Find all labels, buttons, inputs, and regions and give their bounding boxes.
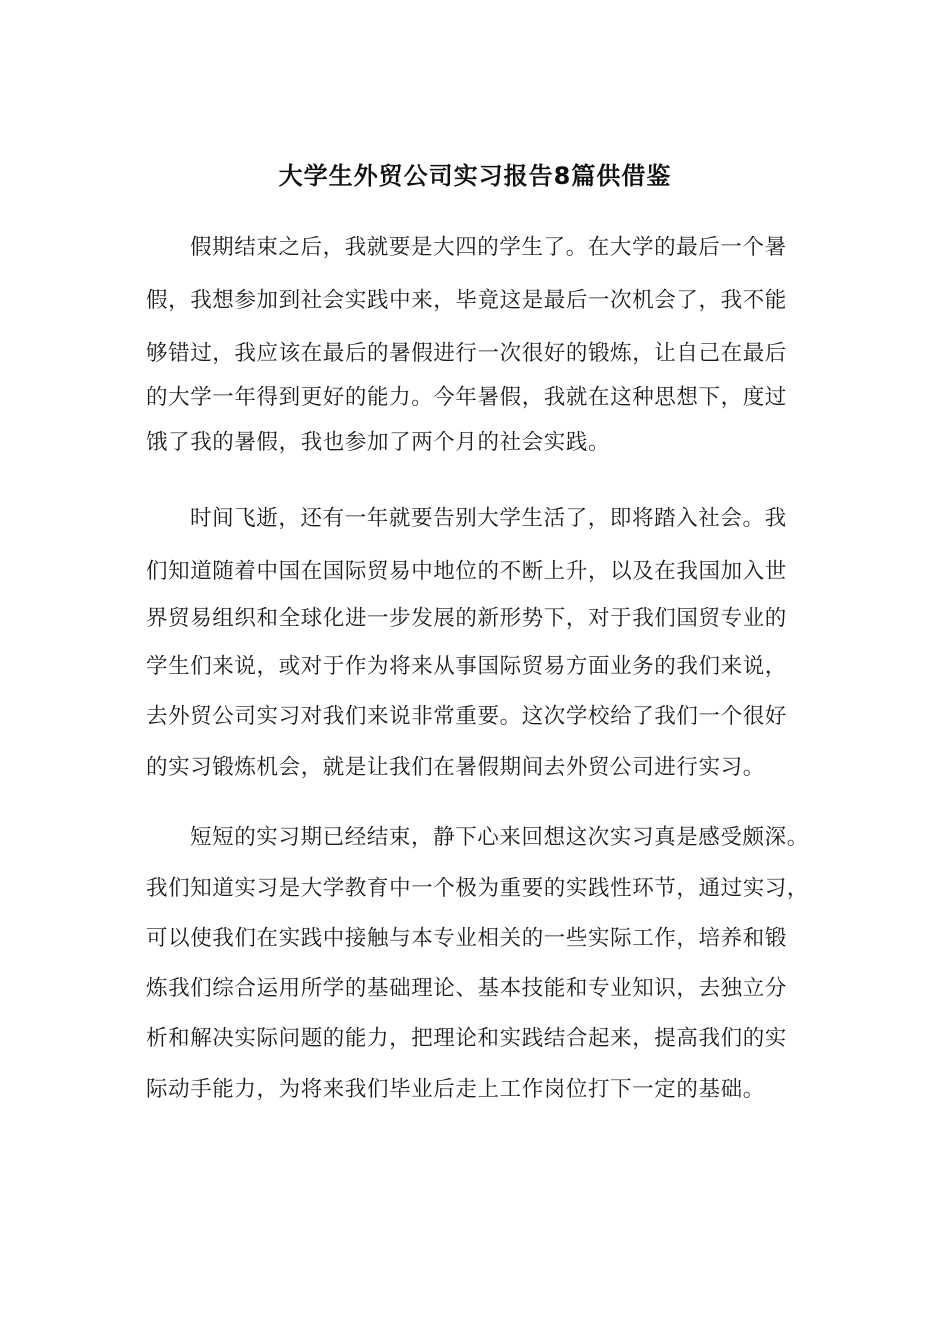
paragraph-2-line-2: 们知道随着中国在国际贸易中地位的不断上升，以及在我国加入世 <box>146 559 787 584</box>
paragraph-2-line-1: 时间飞逝，还有一年就要告别大学生活了，即将踏入社会。我 <box>190 506 787 531</box>
paragraph-3-line-1: 短短的实习期已经结束，静下心来回想这次实习真是感受颇深。 <box>190 825 809 850</box>
paragraph-2-line-5: 去外贸公司实习对我们来说非常重要。这次学校给了我们一个很好 <box>146 704 787 729</box>
paragraph-2-line-4: 学生们来说，或对于作为将来从事国际贸易方面业务的我们来说， <box>146 654 787 679</box>
paragraph-1-line-3: 够错过，我应该在最后的暑假进行一次很好的锻炼，让自己在最后 <box>146 341 787 366</box>
paragraph-3-line-6: 际动手能力，为将来我们毕业后走上工作岗位打下一定的基础。 <box>146 1077 765 1102</box>
paragraph-1-line-4: 的大学一年得到更好的能力。今年暑假，我就在这种思想下，度过 <box>146 385 787 410</box>
paragraph-2-line-6: 的实习锻炼机会，就是让我们在暑假期间去外贸公司进行实习。 <box>146 755 765 780</box>
paragraph-2-line-3: 界贸易组织和全球化进一步发展的新形势下，对于我们国贸专业的 <box>146 606 787 631</box>
paragraph-1-line-1: 假期结束之后，我就要是大四的学生了。在大学的最后一个暑 <box>190 235 787 260</box>
paragraph-3-line-3: 可以使我们在实践中接触与本专业相关的一些实际工作，培养和锻 <box>146 926 787 951</box>
document-title: 大学生外贸公司实习报告8篇供借鉴 <box>278 162 672 190</box>
paragraph-1-line-5: 饿了我的暑假，我也参加了两个月的社会实践。 <box>146 430 611 455</box>
paragraph-1-line-2: 假，我想参加到社会实践中来，毕竟这是最后一次机会了，我不能 <box>146 288 787 313</box>
paragraph-3-line-4: 炼我们综合运用所学的基础理论、基本技能和专业知识，去独立分 <box>146 976 787 1001</box>
paragraph-3-line-2: 我们知道实习是大学教育中一个极为重要的实践性环节，通过实习， <box>146 876 810 901</box>
paragraph-3-line-5: 析和解决实际问题的能力，把理论和实践结合起来，提高我们的实 <box>146 1026 787 1051</box>
